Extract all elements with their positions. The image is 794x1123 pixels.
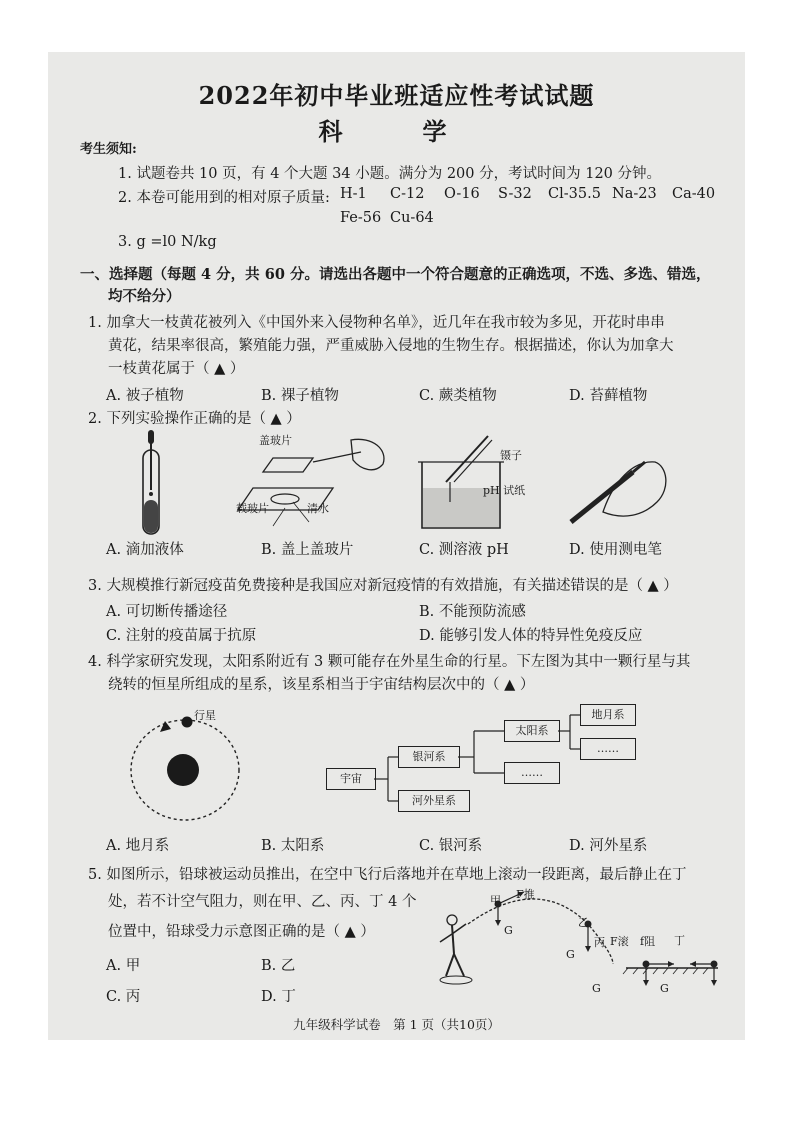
q3-option-d: D. 能够引发人体的特异性免疫反应 bbox=[419, 628, 643, 644]
orbit-diagram bbox=[130, 715, 250, 835]
label-bing: 丙 bbox=[594, 936, 605, 949]
page-footer: 九年级科学试卷 第 1 页（共10页） bbox=[293, 1017, 500, 1032]
label-cover-slip: 盖玻片 bbox=[259, 434, 292, 447]
label-ding: 丁 bbox=[674, 934, 685, 947]
q5-stem-line3: 位置中，铅球受力示意图正确的是（ ▲ ） bbox=[108, 924, 375, 940]
q5-stem-line2: 处，若不计空气阻力，则在甲、乙、丙、丁 4 个 bbox=[108, 894, 417, 910]
q1-option-b: B. 裸子植物 bbox=[261, 388, 339, 404]
section-heading-cont: 均不给分） bbox=[108, 288, 181, 305]
q4-option-b: B. 太阳系 bbox=[261, 838, 325, 854]
label-g-jia: G bbox=[504, 924, 513, 937]
label-water: 清水 bbox=[307, 502, 329, 515]
section-heading: 一、选择题（每题 4 分，共 60 分。请选出各题中一个符合题意的正确选项，不选、多选、错选， bbox=[80, 266, 711, 283]
tree-node-dots-upper: …… bbox=[580, 738, 636, 760]
label-jia: 甲 bbox=[490, 894, 501, 907]
notice-item-1: 1. 试题卷共 10 页，有 4 个大题 34 小题。满分为 200 分，考试时间为 120 分钟。 bbox=[118, 166, 662, 182]
notice-item-2: 2. 本卷可能用到的相对原子质量: bbox=[118, 190, 330, 206]
q1-stem-line2: 黄花，结果率很高，繁殖能力强，严重威胁入侵地的生物生存。根据描述，你认为加拿大 bbox=[108, 338, 674, 354]
q1-option-d: D. 苔藓植物 bbox=[569, 388, 648, 404]
label-slide: 载玻片 bbox=[236, 502, 269, 515]
atomic-mass-fe: Fe-56 bbox=[340, 210, 382, 226]
label-f-resist: f阻 bbox=[640, 935, 656, 948]
label-f-roll: F滚 bbox=[610, 935, 629, 948]
q2-option-d: D. 使用测电笔 bbox=[569, 542, 662, 558]
atomic-mass-c: C-12 bbox=[390, 186, 425, 202]
label-g-yi: G bbox=[566, 948, 575, 961]
test-pen-illustration bbox=[563, 442, 673, 532]
q4-option-a: A. 地月系 bbox=[106, 838, 170, 854]
atomic-mass-na: Na-23 bbox=[612, 186, 657, 202]
label-yi: 乙 bbox=[578, 916, 589, 929]
atomic-mass-ca: Ca-40 bbox=[672, 186, 716, 202]
q4-option-c: C. 银河系 bbox=[419, 838, 483, 854]
atomic-mass-cl: Cl-35.5 bbox=[548, 186, 601, 202]
q4-stem-line1: 4. 科学家研究发现，太阳系附近有 3 颗可能存在外星生命的行星。下左图为其中一颗行星与其 bbox=[88, 654, 691, 670]
q2-option-a: A. 滴加液体 bbox=[106, 542, 184, 558]
label-f-push: F推 bbox=[516, 888, 535, 901]
tree-node-solar-system: 太阳系 bbox=[504, 720, 560, 742]
q1-option-a: A. 被子植物 bbox=[106, 388, 184, 404]
tree-node-universe: 宇宙 bbox=[326, 768, 376, 790]
q4-stem-line2: 绕转的恒星所组成的星系，该星系相当于宇宙结构层次中的（ ▲ ） bbox=[108, 677, 535, 693]
label-g-ding: G bbox=[660, 982, 669, 995]
q5-option-a: A. 甲 bbox=[106, 958, 141, 974]
label-tweezers: 镊子 bbox=[500, 449, 522, 462]
atomic-mass-s: S-32 bbox=[498, 186, 532, 202]
exam-title: 2022年初中毕业班适应性考试试题 bbox=[198, 81, 595, 110]
tree-node-other-galaxies: 河外星系 bbox=[398, 790, 470, 812]
q3-stem: 3. 大规模推行新冠疫苗免费接种是我国应对新冠疫情的有效措施，有关描述错误的是（ ▲ ） bbox=[88, 578, 678, 594]
q1-stem-line3: 一枝黄花属于（ ▲ ） bbox=[108, 361, 245, 377]
notice-heading: 考生须知: bbox=[80, 142, 137, 157]
q1-stem-line1: 1. 加拿大一枝黄花被列入《中国外来入侵物种名单》，近几年在我市较为多见，开花时串串 bbox=[88, 315, 665, 331]
label-g-bing: G bbox=[592, 982, 601, 995]
q5-option-d: D. 丁 bbox=[261, 989, 296, 1005]
q2-option-c: C. 测溶液 pH bbox=[419, 542, 509, 558]
atomic-mass-h: H-1 bbox=[340, 186, 367, 202]
q5-option-b: B. 乙 bbox=[261, 958, 296, 974]
q5-option-c: C. 丙 bbox=[106, 989, 141, 1005]
atomic-mass-o: O-16 bbox=[444, 186, 480, 202]
q1-option-c: C. 蕨类植物 bbox=[419, 388, 497, 404]
notice-item-3: 3. g =l0 N/kg bbox=[118, 234, 217, 250]
q3-option-b: B. 不能预防流感 bbox=[419, 604, 526, 620]
tree-node-milky-way: 银河系 bbox=[398, 746, 460, 768]
q4-option-d: D. 河外星系 bbox=[569, 838, 648, 854]
label-planet: 行星 bbox=[194, 709, 216, 722]
q3-option-c: C. 注射的疫苗属于抗原 bbox=[106, 628, 257, 644]
tree-node-dots-lower: …… bbox=[504, 762, 560, 784]
q5-stem-line1: 5. 如图所示，铅球被运动员推出，在空中飞行后落地并在草地上滚动一段距离，最后静止在丁 bbox=[88, 867, 687, 883]
q3-option-a: A. 可切断传播途径 bbox=[106, 604, 228, 620]
subject-title: 科 学 bbox=[318, 117, 475, 146]
dropper-illustration bbox=[133, 430, 173, 540]
tree-node-earth-moon: 地月系 bbox=[580, 704, 636, 726]
q2-stem: 2. 下列实验操作正确的是（ ▲ ） bbox=[88, 411, 301, 427]
atomic-mass-cu: Cu-64 bbox=[390, 210, 434, 226]
q2-option-b: B. 盖上盖玻片 bbox=[261, 542, 354, 558]
label-ph-paper: pH 试纸 bbox=[483, 484, 526, 497]
exam-page bbox=[48, 52, 745, 1040]
